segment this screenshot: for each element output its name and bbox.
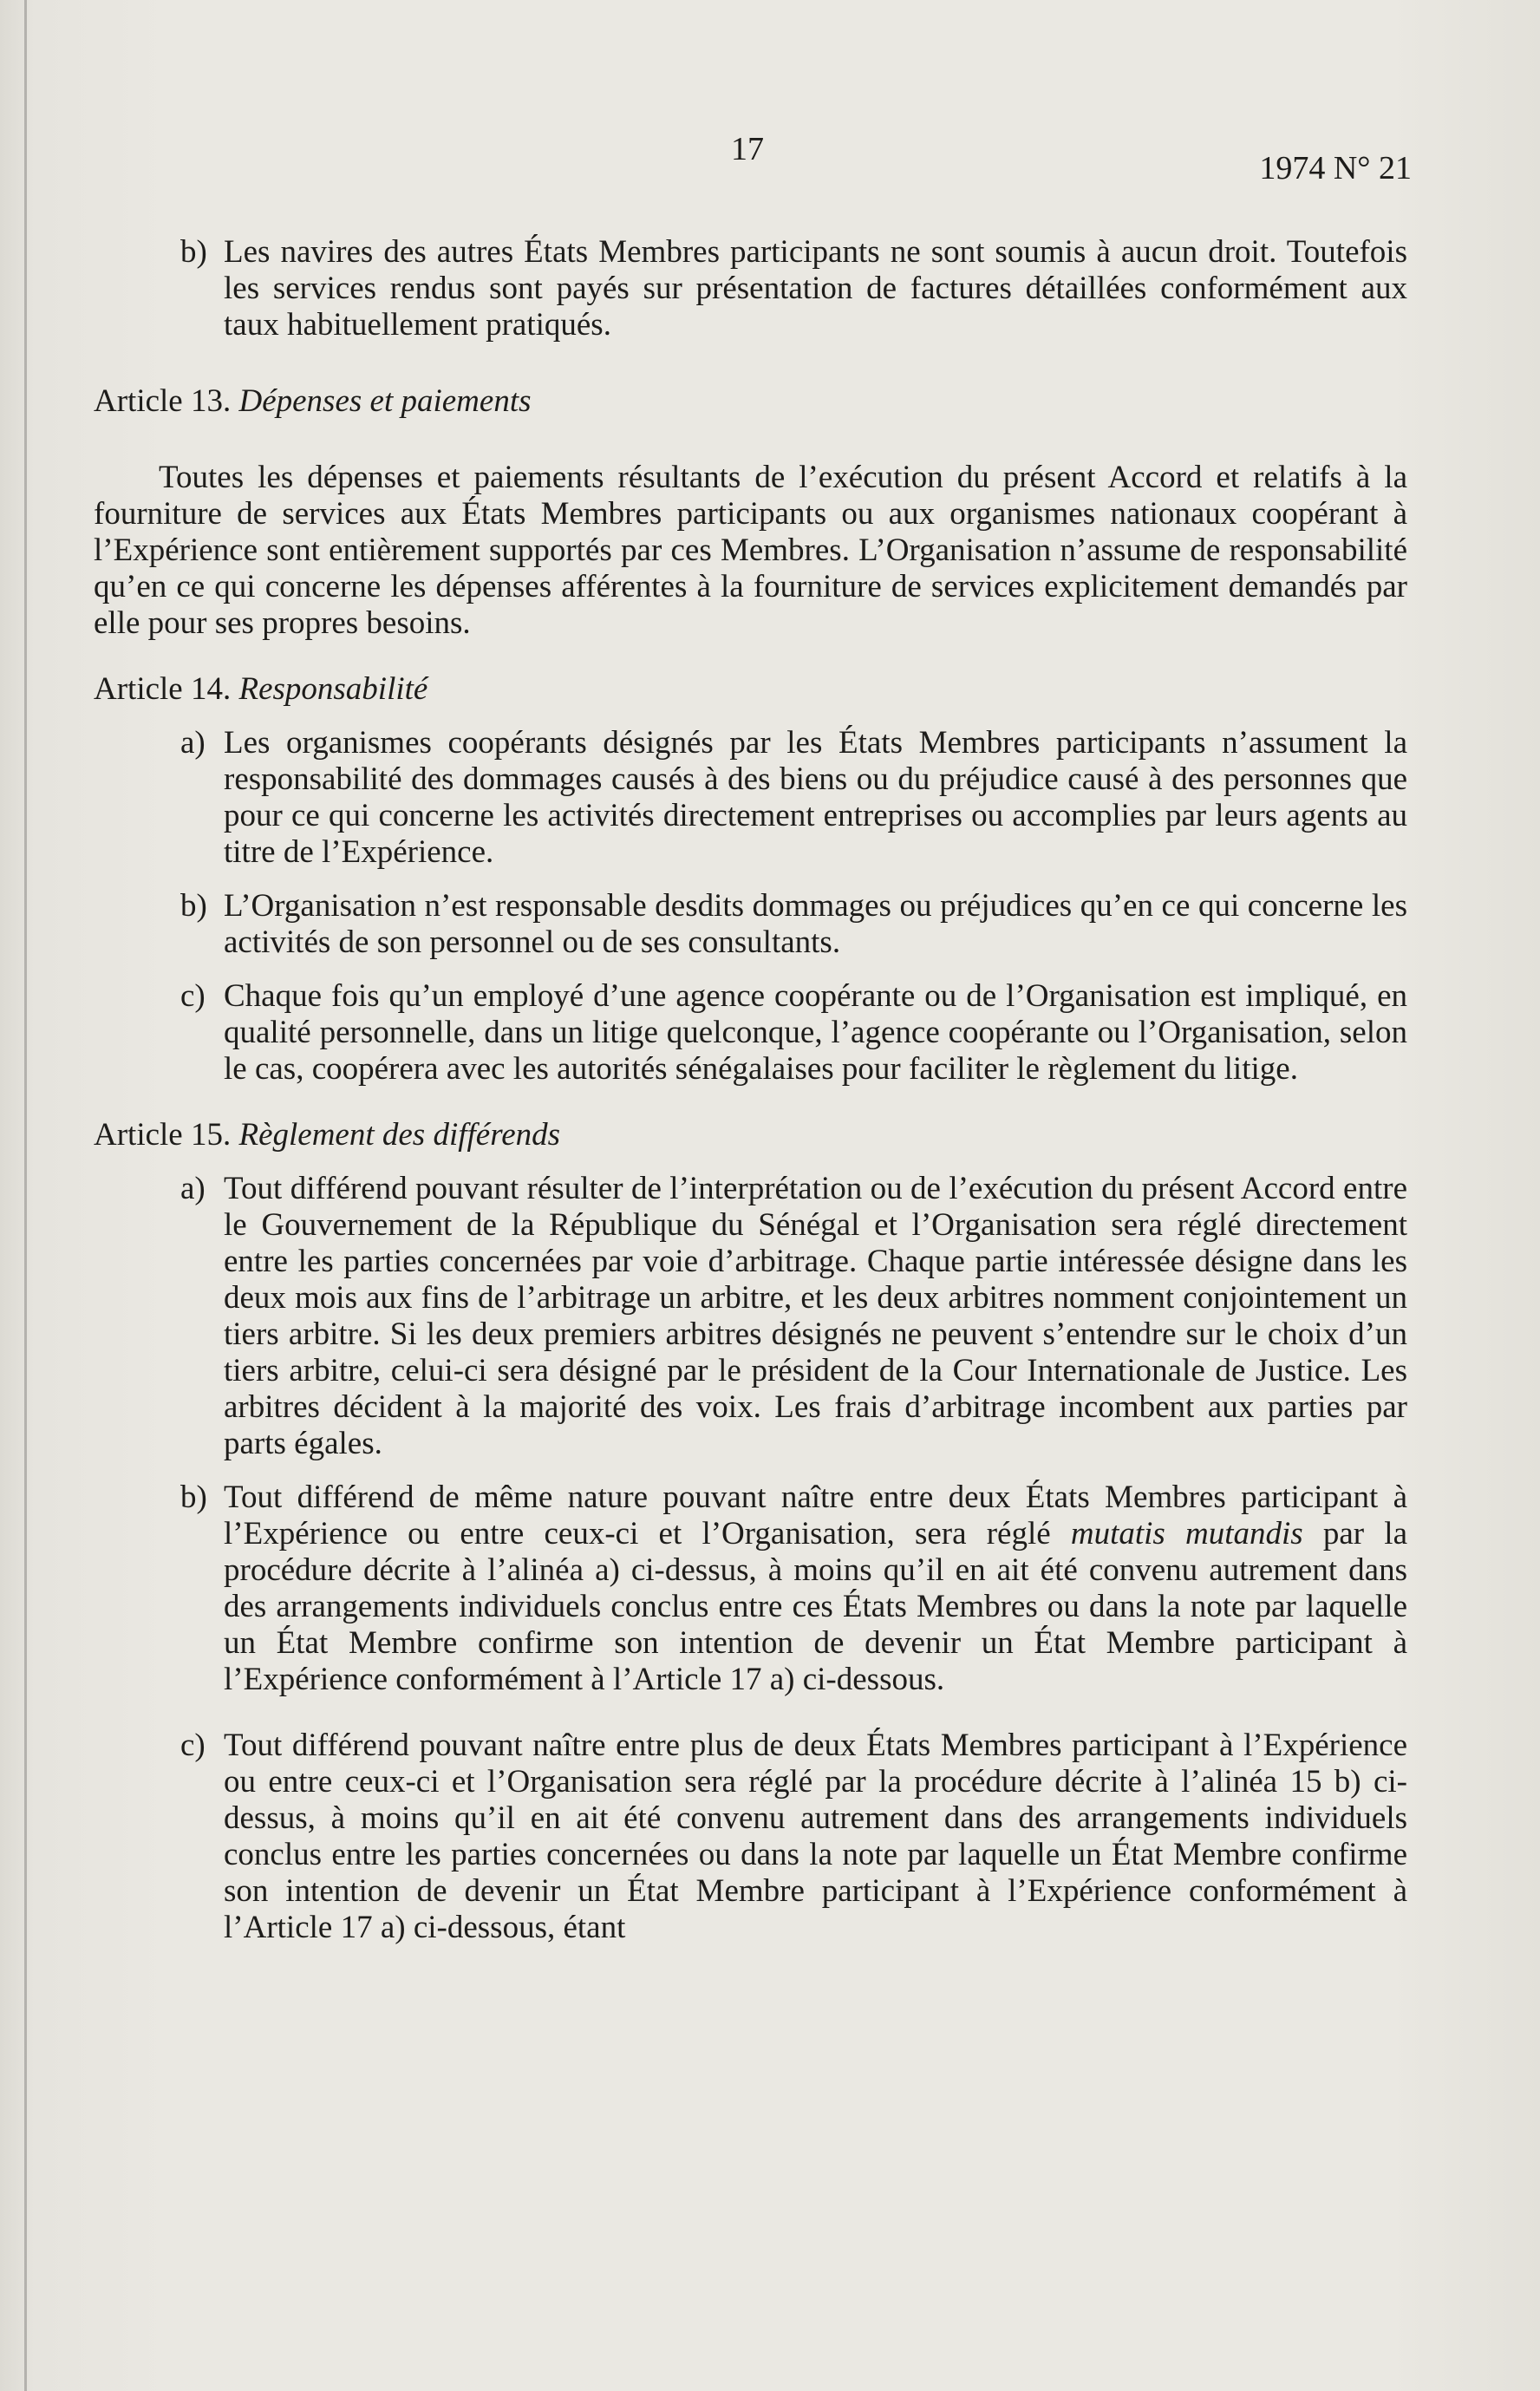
item-text: Les organismes coopérants désignés par les États Membres participants n’assument la responsabilité des dommages causés à des biens ou du préjudice causé à des personnes que pour ce qui concerne les activités directement entreprises ou accomplies par leurs agents au titre de l’Expérience. — [224, 725, 1407, 870]
item-text-latin-phrase: mutatis mutandis — [1070, 1516, 1303, 1552]
article-label: Article 14. — [94, 671, 232, 707]
item-text: L’Organisation n’est responsable desdits dommages ou préjudices qu’en ce qui concerne les activités de son personnel ou de ses consultants. — [224, 888, 1407, 960]
intro-item-b — [94, 234, 1407, 343]
article-15-item-b — [94, 1480, 1407, 1698]
article-14-item-c — [94, 978, 1407, 1088]
item-marker: b) — [180, 1480, 207, 1515]
page-number: 17 — [731, 131, 764, 167]
item-marker: a) — [180, 1171, 206, 1206]
item-text: Tout différend pouvant naître entre plus de deux États Membres participant à l’Expérience ou entre ceux-ci et l’Organisation sera réglé par la procédure décrite à l’alinéa 15 b) ci-dessus, à moins qu’il en ait été convenu autrement dans des arrangements individuels conclus entre les parties concernées ou dans la note par laquelle un État Membre confirme son intention de devenir un État Membre participant à l’Expérience conformément à l’Article 17 a) ci-dessous, étant — [224, 1728, 1407, 1945]
article-label: Article 15. — [94, 1117, 232, 1153]
item-text: Les navires des autres États Membres participants ne sont soumis à aucun droit. Toutefois les services rendus sont payés sur présentation de factures détaillées conformément aux taux habituellement pratiqués. — [224, 234, 1407, 343]
item-text: Chaque fois qu’un employé d’une agence coopérante ou de l’Organisation est impliqué, en qualité personnelle, dans un litige quelconque, l’agence coopérante ou l’Organisation, selon le cas, coopérera avec les autorités sénégalaises pour faciliter le règlement du litige. — [224, 978, 1407, 1087]
item-text-part: par la procédure décrite à l’alinéa a) ci-dessus, à moins qu’il en ait été convenu autrement dans des arrangements individuels conclus entre ces États Membres ou dans la note par laquelle un État Membre confirme son intention de devenir un État Membre participant à l’Expérience conformément à l’Article 17 a) ci-dessous. — [224, 1516, 1407, 1697]
article-title: Dépenses et paiements — [238, 383, 532, 419]
item-text-part: Tout différend de même nature pouvant naître entre deux États Membres participant à l’Expérience ou entre ceux-ci et l’Organisation, sera réglé — [224, 1480, 1407, 1552]
article-15-item-a — [94, 1171, 1407, 1462]
article-13-heading — [94, 383, 1407, 420]
article-label: Article 13. — [94, 383, 232, 419]
item-text: Tout différend pouvant résulter de l’interprétation ou de l’exécution du présent Accord entre le Gouvernement de la République du Sénégal et l’Organisation sera réglé directement entre les parties concernées par voie d’arbitrage. Chaque partie intéressée désigne dans les deux mois aux fins de l’arbitrage un arbitre, et les deux arbitres nomment conjointement un tiers arbitre. Si les deux premiers arbitres désignés ne peuvent s’entendre sur le choix d’un tiers arbitre, celui-ci sera désigné par le président de la Cour Internationale de Justice. Les arbitres décident à la majorité des voix. Les frais d’arbitrage incombent aux parties par parts égales. — [224, 1171, 1407, 1461]
document-reference: 1974 N° 21 — [1259, 150, 1412, 186]
item-marker: c) — [180, 978, 206, 1014]
page-body — [94, 234, 1407, 1946]
article-15-heading — [94, 1117, 1407, 1153]
item-marker: b) — [180, 234, 207, 270]
page-binding-edge — [24, 0, 27, 2391]
article-14-item-b — [94, 888, 1407, 961]
article-title: Responsabilité — [238, 671, 428, 707]
article-14-item-a — [94, 725, 1407, 871]
article-13-paragraph: Toutes les dépenses et paiements résultants de l’exécution du présent Accord et relatifs à la fourniture de services aux États Membres participants ou aux organismes nationaux coopérant à l’Expérience sont entièrement supportés par ces Membres. L’Organisation n’assume de responsabilité qu’en ce qui concerne les dépenses afférentes à la fourniture de services explicitement demandés par elle pour ses propres besoins. — [94, 460, 1407, 641]
item-marker: b) — [180, 888, 207, 924]
item-marker: c) — [180, 1728, 206, 1763]
article-15-item-c — [94, 1728, 1407, 1946]
page-header — [0, 130, 1540, 186]
article-title: Règlement des différends — [238, 1117, 561, 1153]
item-marker: a) — [180, 725, 206, 761]
article-14-heading — [94, 671, 1407, 708]
